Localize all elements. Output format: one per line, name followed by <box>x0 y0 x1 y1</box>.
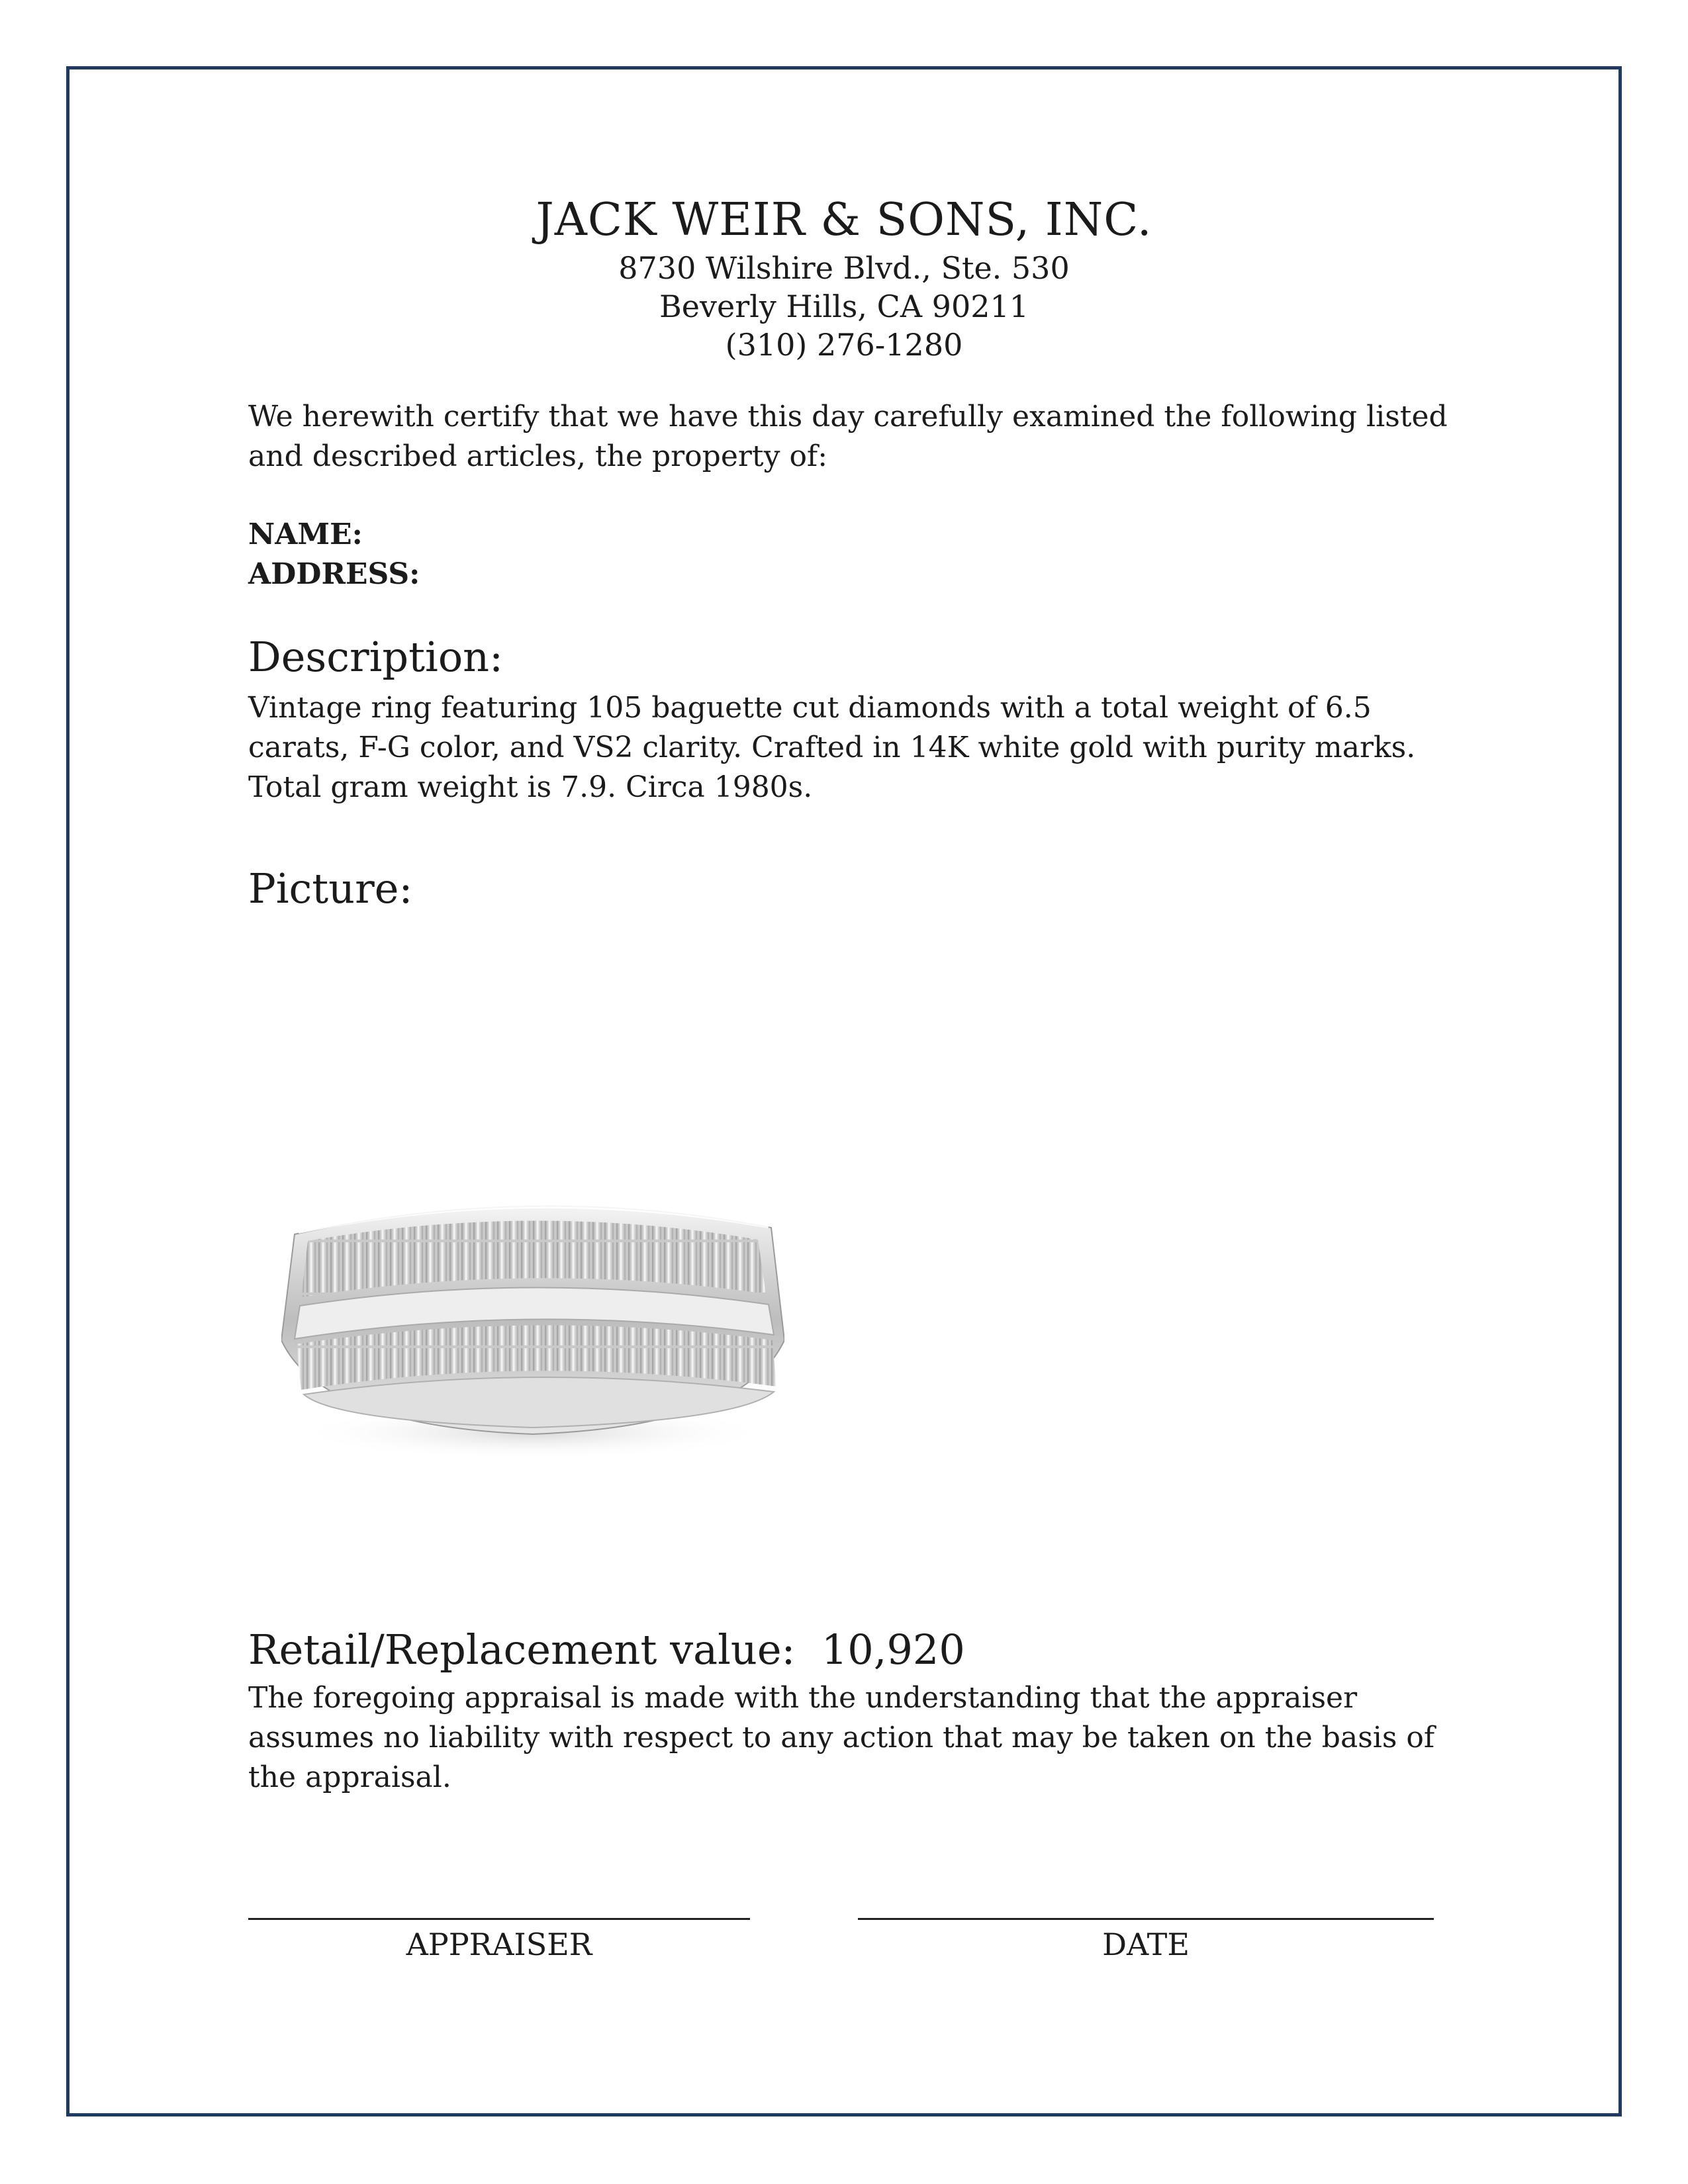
value-label: Retail/Replacement value: <box>248 1625 796 1674</box>
value-line <box>248 1625 965 1675</box>
appraiser-signature-line <box>248 1918 750 1920</box>
address-label: ADDRESS: <box>248 557 420 591</box>
company-name: JACK WEIR & SONS, INC. <box>536 194 1152 246</box>
certification-text: We herewith certify that we have this day carefully examined the following listed and described articles, the property of: <box>248 400 1448 473</box>
document-border <box>66 66 1622 2116</box>
description-text: Vintage ring featuring 105 baguette cut diamonds with a total weight of 6.5 carats, F-G color, and VS2 clarity. Crafted in 14K white gold with purity marks. Total gram weight is 7.9. Circa 1980s. <box>248 691 1416 804</box>
name-label: NAME: <box>248 518 363 551</box>
appraiser-label: APPRAISER <box>406 1927 592 1962</box>
ring-picture <box>281 1188 784 1466</box>
description-heading: Description: <box>248 633 503 681</box>
ring-image <box>281 1188 784 1466</box>
date-label: DATE <box>1102 1927 1190 1962</box>
picture-heading: Picture: <box>248 864 413 913</box>
company-address-line1: 8730 Wilshire Blvd., Ste. 530 <box>618 250 1070 286</box>
letterhead <box>0 192 1688 364</box>
date-signature-line <box>858 1918 1434 1920</box>
company-address-line2: Beverly Hills, CA 90211 <box>659 289 1029 324</box>
company-phone: (310) 276-1280 <box>725 327 963 363</box>
value-amount: 10,920 <box>821 1625 965 1674</box>
disclaimer-text: The foregoing appraisal is made with the understanding that the appraiser assumes no liability with respect to any action that may be taken on the basis of the appraisal. <box>248 1681 1435 1794</box>
